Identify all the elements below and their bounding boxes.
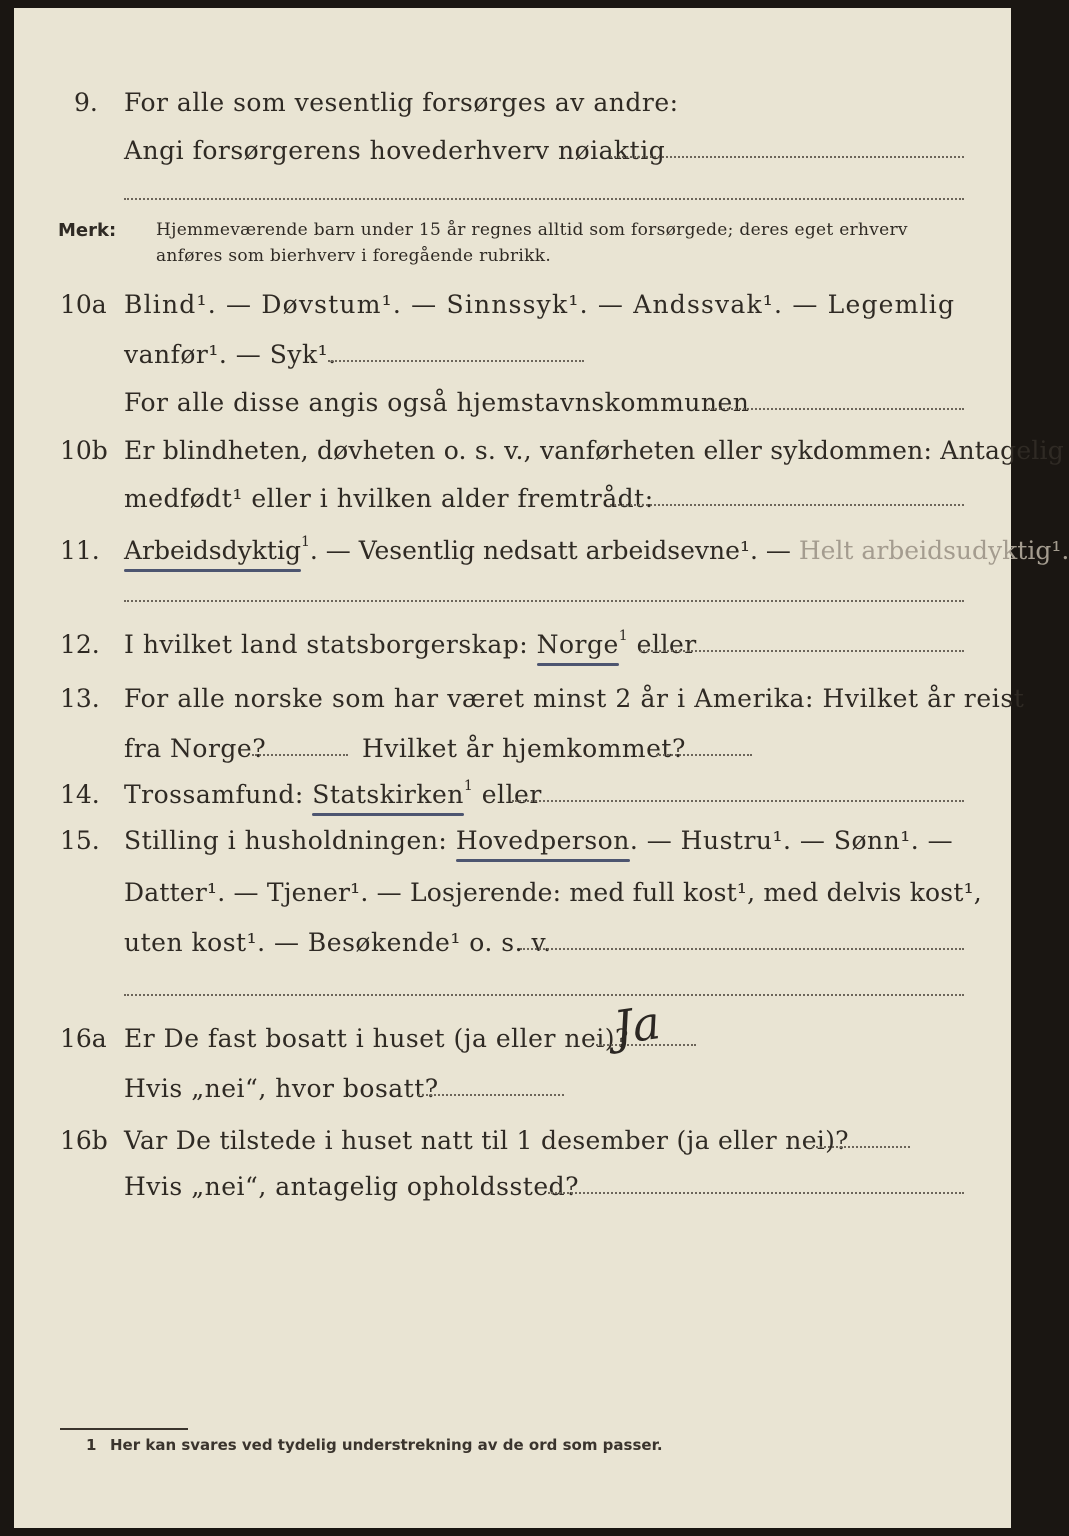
merk-line2: anføres som bierhverv i foregående rubrikk. (156, 246, 552, 266)
q15-text: Stilling i husholdningen: (124, 826, 448, 855)
footnote-rule (60, 1428, 188, 1430)
q10a-line3: For alle disse angis også hjemstavnskommunen (124, 388, 750, 417)
footnote-text: Her kan svares ved tydelig understrekning av de ord som passer. (110, 1436, 663, 1454)
merk-line1: Hjemmeværende barn under 15 år regnes alltid som forsørgede; deres eget erhverv (156, 220, 908, 240)
q10b-answer-line[interactable] (610, 504, 964, 506)
q10a-answer-line[interactable] (328, 360, 584, 362)
q15-line1 (124, 826, 953, 855)
q10a-hjemstavn-line[interactable] (708, 408, 964, 410)
q13-hjemkommet-line[interactable] (656, 754, 752, 756)
q15-line2: Datter¹. — Tjener¹. — Losjerende: med full kost¹, med delvis kost¹, (124, 878, 982, 907)
census-form-page (14, 8, 1069, 1528)
footnote-mark: 1 (86, 1436, 97, 1454)
q14-answer-line[interactable] (512, 800, 964, 802)
q11-faded-text: Helt arbeidsudyktig¹. (798, 536, 1069, 565)
q10a-line2: vanfør¹. — Syk¹. (124, 340, 337, 369)
q10a-number: 10a (60, 290, 107, 319)
q16a-number: 16a (60, 1024, 107, 1053)
q16a-line1: Er De fast bosatt i huset (ja eller nei)? (124, 1024, 629, 1053)
q11-answer-line[interactable] (124, 600, 964, 602)
q9-line1: For alle som vesentlig forsørges av andre: (124, 88, 679, 117)
q16b-line2: Hvis „nei“, antagelig opholdssted? (124, 1172, 580, 1201)
q11-line: Arbeidsdyktig$^1$. — Vesentlig nedsatt arbeidsevne¹. — Helt arbeidsudyktig¹. (124, 534, 1069, 565)
q14-text: Trossamfund: (124, 780, 304, 809)
q12-text: I hvilket land statsborgerskap: (124, 630, 529, 659)
q10b-line1: Er blindheten, døvheten o. s. v., vanførheten eller sykdommen: Antagelig (124, 436, 1064, 465)
q14-underlined-option[interactable]: Statskirken (312, 780, 464, 809)
q12-underlined-option[interactable]: Norge (536, 630, 619, 659)
q16a-line2: Hvis „nei“, hvor bosatt? (124, 1074, 439, 1103)
q10a-line1: Blind¹. — Døvstum¹. — Sinnssyk¹. — Andssvak¹. — Legemlig (124, 290, 956, 319)
q14-after: eller (481, 780, 542, 809)
q14-line: Trossamfund: Statskirken$^1$ eller (124, 778, 542, 809)
merk-label: Merk: (58, 220, 117, 241)
q9-line2: Angi forsørgerens hovederhverv nøiaktig (124, 136, 666, 165)
q13-reist-line[interactable] (252, 754, 348, 756)
q15-underlined-option[interactable]: Hovedperson (455, 826, 630, 855)
q10b-line2: medfødt¹ eller i hvilken alder fremtrådt: (124, 484, 654, 513)
q12-number: 12. (60, 630, 100, 659)
q15-answer-line[interactable] (520, 948, 964, 950)
q16b-number: 16b (60, 1126, 108, 1155)
q16a-handwritten-answer: Ja (610, 995, 664, 1055)
q10b-number: 10b (60, 436, 108, 465)
q9-answer-line-2[interactable] (124, 198, 964, 200)
q13-line2a: fra Norge? (124, 734, 267, 763)
q13-number: 13. (60, 684, 100, 713)
q15-number: 15. (60, 826, 100, 855)
q11-rest: . — Vesentlig nedsatt arbeidsevne¹. — (309, 536, 791, 565)
q9-answer-line[interactable] (610, 156, 964, 158)
q14-number: 14. (60, 780, 100, 809)
q11-underlined-option[interactable]: Arbeidsdyktig (124, 536, 301, 565)
q11-number: 11. (60, 536, 100, 565)
q12-line: I hvilket land statsborgerskap: Norge$^1$ eller (124, 628, 697, 659)
q15-rest: . — Hustru¹. — Sønn¹. — (629, 826, 954, 855)
q13-line2b: Hvilket år hjemkommet? (362, 734, 686, 763)
q15-line3: uten kost¹. — Besøkende¹ o. s. v. (124, 928, 552, 957)
q16b-opholdssted-line[interactable] (548, 1192, 964, 1194)
q13-line1: For alle norske som har været minst 2 år i Amerika: Hvilket år reist (124, 684, 1025, 713)
q15-answer-line-2[interactable] (124, 994, 964, 996)
q16b-answer-line[interactable] (812, 1146, 910, 1148)
q9-number: 9. (74, 88, 98, 117)
q12-after: eller (636, 630, 697, 659)
q12-answer-line[interactable] (640, 650, 964, 652)
q16b-line1: Var De tilstede i huset natt til 1 desember (ja eller nei)? (124, 1126, 849, 1155)
q16a-bosatt-line[interactable] (418, 1094, 564, 1096)
